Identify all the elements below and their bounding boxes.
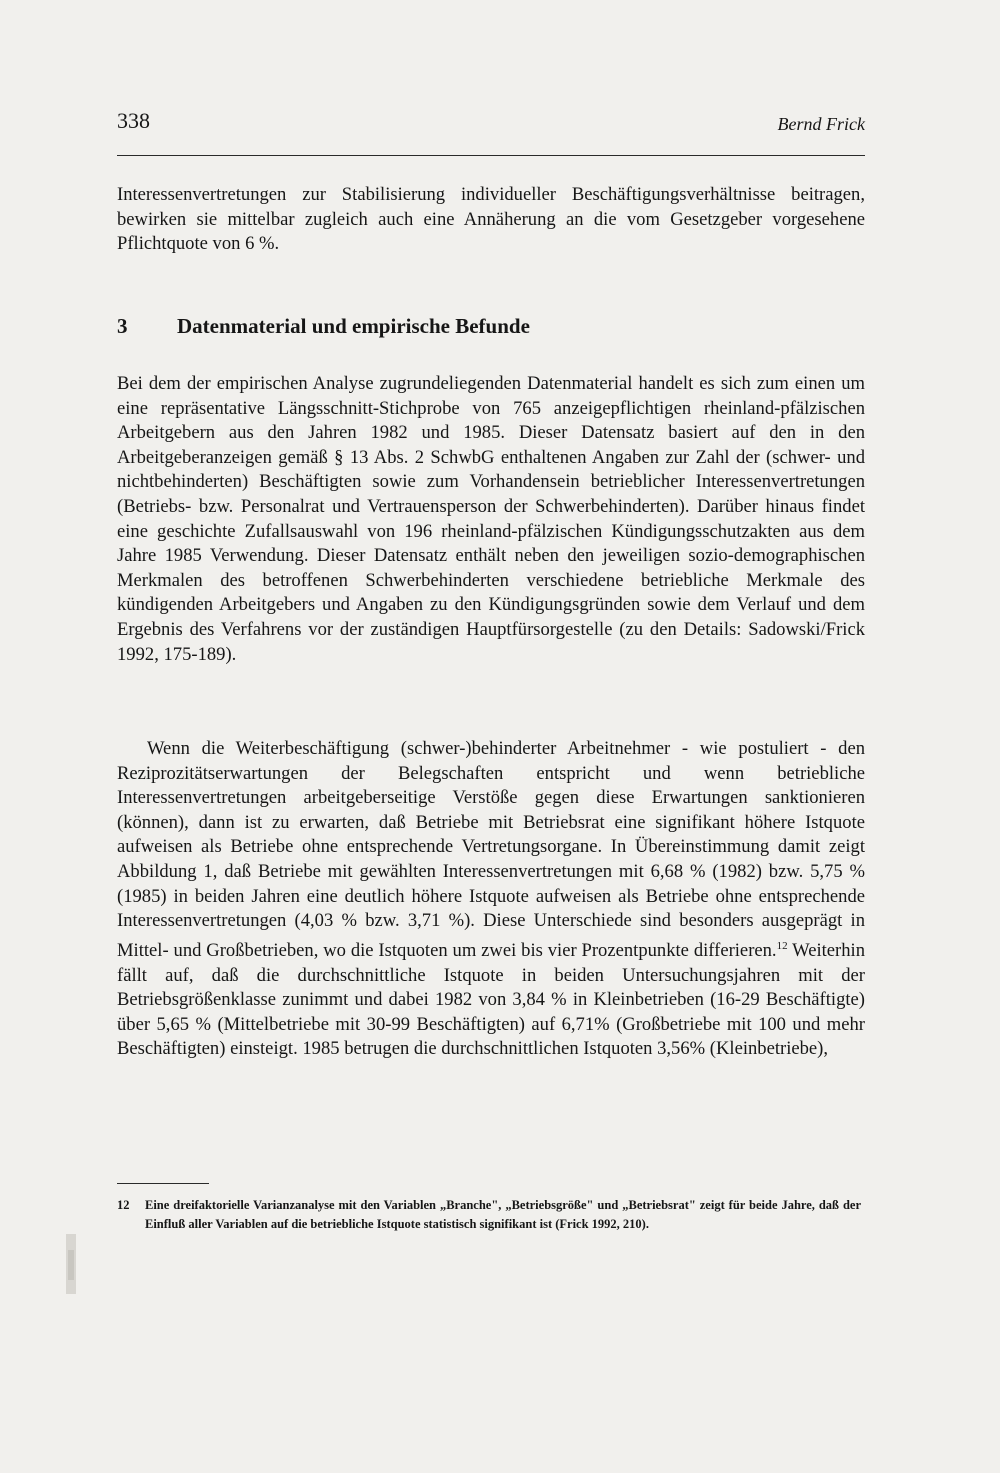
footnote-rule [117,1183,209,1184]
section-title: Datenmaterial und empirische Befunde [177,314,530,338]
findings-text-end: Weiterhin fällt auf, daß die durchschnittliche Istquote in beiden Untersuchungsjahren mit der Betriebsgrößenklasse zunimmt und dabei 1982 von 3,84 % in Kleinbetrieben (16-29 Beschäftigte) über 5,65 % (Mittelbetriebe mit 30-99 Beschäftigten) auf 6,71% (Großbetriebe mit 100 und mehr Beschäftigten) einsteigt. 1985 betrugen die durchschnittlichen Istquoten 3,56% (Kleinbetriebe), [117,939,865,1060]
running-head-author: Bernd Frick [777,114,865,134]
footnote [117,1196,865,1234]
page-number: 338 [117,108,150,133]
section-heading [117,314,865,339]
paragraph-findings [117,737,865,1062]
footnote-text: Eine dreifaktorielle Varianzanalyse mit den Variablen „Branche", „Betriebsgröße" und „Betriebsrat" zeigt für beide Jahre, daß der Einfluß aller Variablen auf die betriebliche Istquote statistisch signifikant ist (Frick 1992, 210). [145,1198,861,1231]
running-head [117,108,865,144]
header-rule [117,155,865,156]
paragraph-data-description: Bei dem der empirischen Analyse zugrundeliegenden Datenmaterial handelt es sich zum einen um eine repräsentative Längsschnitt-Stichprobe von 765 anzeigepflichtigen rheinland-pfälzischen Arbeitgebern aus den Jahren 1982 und 1985. Dieser Datensatz basiert auf den in den Arbeitgeberanzeigen gemäß § 13 Abs. 2 SchwbG enthaltenen Angaben zur Zahl der (schwer- und nichtbehinderten) Beschäftigten sowie zum Vorhandensein betrieblicher Interessenvertretungen (Betriebs- bzw. Personalrat und Vertrauensperson der Schwerbehinderten). Darüber hinaus findet eine geschichte Zufallsauswahl von 196 rheinland-pfälzischen Kündigungsschutzakten aus dem Jahre 1985 Verwendung. Dieser Datensatz enthält neben den jeweiligen sozio-demographischen Merkmalen des betroffenen Schwerbehinderten verschiedene betriebliche Merkmale des kündigenden Arbeitgebers und Angaben zu den Kündigungsgründen sowie dem Verlauf und dem Ergebnis des Verfahrens vor der zuständigen Hauptfürsorgestelle (zu den Details: Sadowski/Frick 1992, 175-189). [117,373,865,665]
scan-artifact [62,1230,84,1300]
findings-text-start: Wenn die Weiterbeschäftigung (schwer-)behinderter Arbeitnehmer - wie postuliert - den Reziprozitätserwartungen der Belegschaften entspricht und wenn betriebliche Interessenvertretungen arbeitgeberseitige Verstöße gegen diese Erwartungen sanktionieren (können), dann ist zu erwarten, daß Betriebe mit Betriebsrat eine signifikant höhere Istquote aufweisen als Betriebe ohne entsprechende Vertretungsorgane. In Übereinstimmung damit zeigt Abbildung 1, daß Betriebe mit gewählten Interessenvertretungen mit 6,68 % (1982) bzw. 5,75 % (1985) in beiden Jahren eine deutlich höhere Istquote aufweisen als Betriebe ohne entsprechende Interessenvertretungen (4,03 % bzw. 3,71 %). Diese Unterschiede sind besonders ausgeprägt in Mittel- und Großbetrieben, wo die Istquoten um zwei bis vier Prozentpunkte differieren. [117,738,865,961]
paragraph-intro: Interessenvertretungen zur Stabilisierung individueller Beschäftigungsverhältnisse beitragen, bewirken sie mittelbar zugleich auch eine Annäherung an die vom Gesetzgeber vorgesehene Pflichtquote von 6 %. [117,184,865,255]
footnote-reference[interactable]: 12 [776,939,788,952]
section-number: 3 [117,314,128,338]
footnote-number: 12 [117,1198,130,1212]
